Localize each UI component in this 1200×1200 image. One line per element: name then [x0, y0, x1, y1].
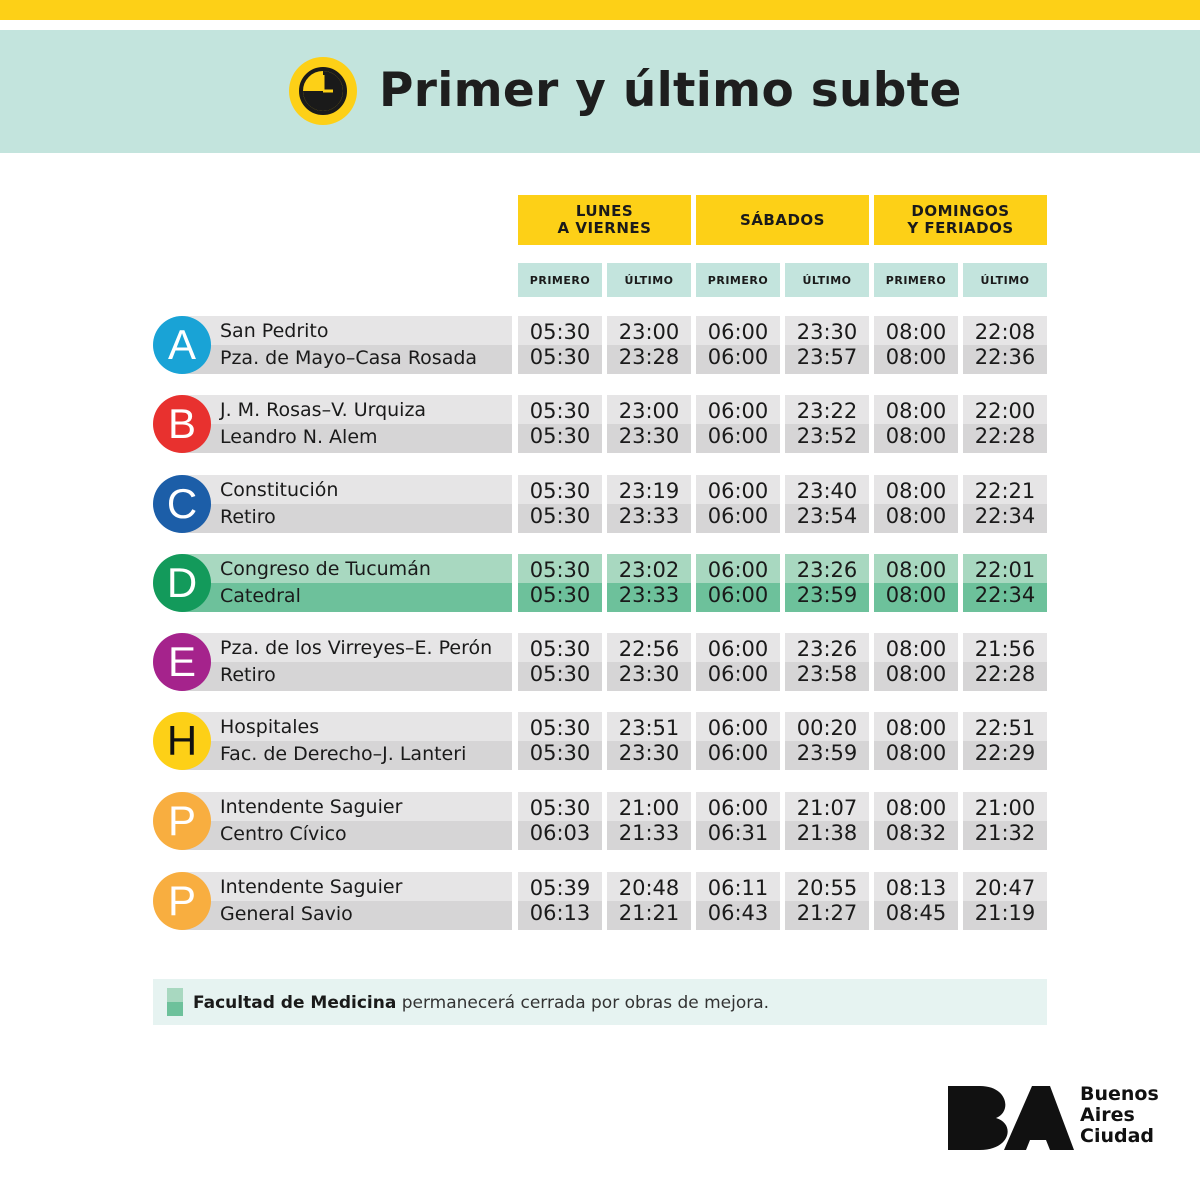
clock-icon — [289, 57, 357, 125]
ba-logo-mark — [946, 1082, 1076, 1152]
time-value: 22:34 — [974, 504, 1036, 528]
time-value: 08:13 — [885, 876, 947, 900]
station-name: San Pedrito — [220, 320, 329, 342]
notice-swatch-light — [167, 988, 183, 1002]
time-value: 05:30 — [529, 504, 591, 528]
time-value: 21:00 — [618, 796, 680, 820]
time-value: 06:43 — [707, 901, 769, 925]
time-value: 00:20 — [796, 716, 858, 740]
station-name: Fac. de Derecho–J. Lanteri — [220, 743, 467, 765]
time-value: 08:00 — [885, 796, 947, 820]
time-value: 23:30 — [618, 424, 680, 448]
column-header: ÚLTIMO — [785, 263, 869, 297]
time-value: 23:02 — [618, 558, 680, 582]
ba-logo-text — [1080, 1084, 1159, 1147]
time-value: 06:00 — [707, 479, 769, 503]
time-value: 21:32 — [974, 821, 1036, 845]
time-value: 06:00 — [707, 558, 769, 582]
line-group-p — [0, 792, 1200, 850]
line-badge-d: D — [153, 554, 211, 612]
page-title: Primer y último subte — [379, 63, 962, 118]
time-value: 23:30 — [796, 320, 858, 344]
top-stripe — [0, 0, 1200, 20]
time-value: 21:56 — [974, 637, 1036, 661]
column-header: ÚLTIMO — [963, 263, 1047, 297]
time-value: 06:11 — [707, 876, 769, 900]
station-name: Retiro — [220, 664, 276, 686]
station-name: Intendente Saguier — [220, 876, 403, 898]
line-badge-p: P — [153, 792, 211, 850]
time-value: 08:00 — [885, 741, 947, 765]
time-value: 06:00 — [707, 320, 769, 344]
time-value: 23:26 — [796, 637, 858, 661]
time-value: 22:00 — [974, 399, 1036, 423]
time-value: 05:30 — [529, 796, 591, 820]
line-badge-h: H — [153, 712, 211, 770]
column-header: PRIMERO — [874, 263, 958, 297]
time-value: 06:13 — [529, 901, 591, 925]
time-value: 22:51 — [974, 716, 1036, 740]
station-name: Hospitales — [220, 716, 320, 738]
station-name: Congreso de Tucumán — [220, 558, 431, 580]
line-badge-c: C — [153, 475, 211, 533]
time-value: 21:38 — [796, 821, 858, 845]
time-value: 21:21 — [618, 901, 680, 925]
time-value: 06:00 — [707, 796, 769, 820]
time-value: 22:36 — [974, 345, 1036, 369]
time-value: 23:51 — [618, 716, 680, 740]
time-value: 23:33 — [618, 504, 680, 528]
day-header: SÁBADOS — [696, 195, 869, 245]
time-value: 08:00 — [885, 424, 947, 448]
line-group-c — [0, 475, 1200, 533]
line-group-b — [0, 395, 1200, 453]
time-value: 22:28 — [974, 662, 1036, 686]
time-value: 23:54 — [796, 504, 858, 528]
time-value: 06:00 — [707, 716, 769, 740]
station-name: Centro Cívico — [220, 823, 347, 845]
time-value: 08:00 — [885, 504, 947, 528]
line-group-a — [0, 316, 1200, 374]
time-value: 06:00 — [707, 399, 769, 423]
time-value: 23:00 — [618, 320, 680, 344]
time-value: 06:31 — [707, 821, 769, 845]
time-value: 23:22 — [796, 399, 858, 423]
time-value: 20:55 — [796, 876, 858, 900]
time-value: 23:57 — [796, 345, 858, 369]
line-group-d — [0, 554, 1200, 612]
time-value: 05:30 — [529, 637, 591, 661]
line-badge-p: P — [153, 872, 211, 930]
line-group-e — [0, 633, 1200, 691]
time-value: 22:28 — [974, 424, 1036, 448]
time-value: 21:27 — [796, 901, 858, 925]
time-value: 08:00 — [885, 716, 947, 740]
time-value: 22:08 — [974, 320, 1036, 344]
time-value: 05:30 — [529, 320, 591, 344]
time-value: 22:56 — [618, 637, 680, 661]
station-name: Pza. de Mayo–Casa Rosada — [220, 347, 478, 369]
time-value: 22:29 — [974, 741, 1036, 765]
logo-line-2: Aires — [1080, 1104, 1135, 1126]
time-value: 08:00 — [885, 479, 947, 503]
notice-text — [193, 990, 769, 1016]
time-value: 23:00 — [618, 399, 680, 423]
time-value: 05:30 — [529, 345, 591, 369]
line-group-h — [0, 712, 1200, 770]
time-value: 05:30 — [529, 558, 591, 582]
time-value: 05:30 — [529, 716, 591, 740]
time-value: 06:00 — [707, 583, 769, 607]
time-value: 08:00 — [885, 558, 947, 582]
time-value: 06:00 — [707, 741, 769, 765]
station-name: General Savio — [220, 903, 353, 925]
time-value: 23:26 — [796, 558, 858, 582]
line-badge-e: E — [153, 633, 211, 691]
time-value: 21:33 — [618, 821, 680, 845]
time-value: 08:00 — [885, 637, 947, 661]
day-header: LUNES A VIERNES — [518, 195, 691, 245]
time-value: 08:00 — [885, 345, 947, 369]
station-name: Retiro — [220, 506, 276, 528]
column-header: PRIMERO — [518, 263, 602, 297]
logo-line-3: Ciudad — [1080, 1125, 1155, 1147]
time-value: 23:59 — [796, 741, 858, 765]
time-value: 06:00 — [707, 637, 769, 661]
time-value: 05:30 — [529, 662, 591, 686]
time-value: 20:47 — [974, 876, 1036, 900]
day-header: DOMINGOS Y FERIADOS — [874, 195, 1047, 245]
time-value: 23:33 — [618, 583, 680, 607]
time-value: 22:34 — [974, 583, 1036, 607]
notice-swatch-dark — [167, 1002, 183, 1016]
time-value: 08:00 — [885, 320, 947, 344]
time-value: 21:07 — [796, 796, 858, 820]
station-name: Pza. de los Virreyes–E. Perón — [220, 637, 493, 659]
time-value: 23:19 — [618, 479, 680, 503]
time-value: 23:30 — [618, 741, 680, 765]
time-value: 08:00 — [885, 399, 947, 423]
time-value: 23:40 — [796, 479, 858, 503]
time-value: 06:03 — [529, 821, 591, 845]
time-value: 23:28 — [618, 345, 680, 369]
time-value: 06:00 — [707, 504, 769, 528]
time-value: 06:00 — [707, 424, 769, 448]
time-value: 23:58 — [796, 662, 858, 686]
line-badge-b: B — [153, 395, 211, 453]
station-name: Catedral — [220, 585, 301, 607]
station-name: J. M. Rosas–V. Urquiza — [220, 399, 427, 421]
time-value: 23:30 — [618, 662, 680, 686]
time-value: 05:30 — [529, 424, 591, 448]
line-badge-a: A — [153, 316, 211, 374]
time-value: 05:30 — [529, 479, 591, 503]
time-value: 22:21 — [974, 479, 1036, 503]
time-value: 05:39 — [529, 876, 591, 900]
time-value: 22:01 — [974, 558, 1036, 582]
line-group-p — [0, 872, 1200, 930]
column-header: ÚLTIMO — [607, 263, 691, 297]
time-value: 08:32 — [885, 821, 947, 845]
time-value: 21:00 — [974, 796, 1036, 820]
station-name: Intendente Saguier — [220, 796, 403, 818]
time-value: 20:48 — [618, 876, 680, 900]
time-value: 06:00 — [707, 662, 769, 686]
time-value: 23:59 — [796, 583, 858, 607]
time-value: 06:00 — [707, 345, 769, 369]
time-value: 23:52 — [796, 424, 858, 448]
station-name: Constitución — [220, 479, 339, 501]
time-value: 05:30 — [529, 583, 591, 607]
time-value: 05:30 — [529, 399, 591, 423]
notice-station: Facultad de Medicina — [193, 993, 397, 1013]
column-header: PRIMERO — [696, 263, 780, 297]
logo-line-1: Buenos — [1080, 1083, 1159, 1105]
time-value: 08:00 — [885, 662, 947, 686]
time-value: 05:30 — [529, 741, 591, 765]
station-name: Leandro N. Alem — [220, 426, 378, 448]
time-value: 08:00 — [885, 583, 947, 607]
time-value: 08:45 — [885, 901, 947, 925]
notice-message: permanecerá cerrada por obras de mejora. — [396, 993, 770, 1013]
time-value: 21:19 — [974, 901, 1036, 925]
